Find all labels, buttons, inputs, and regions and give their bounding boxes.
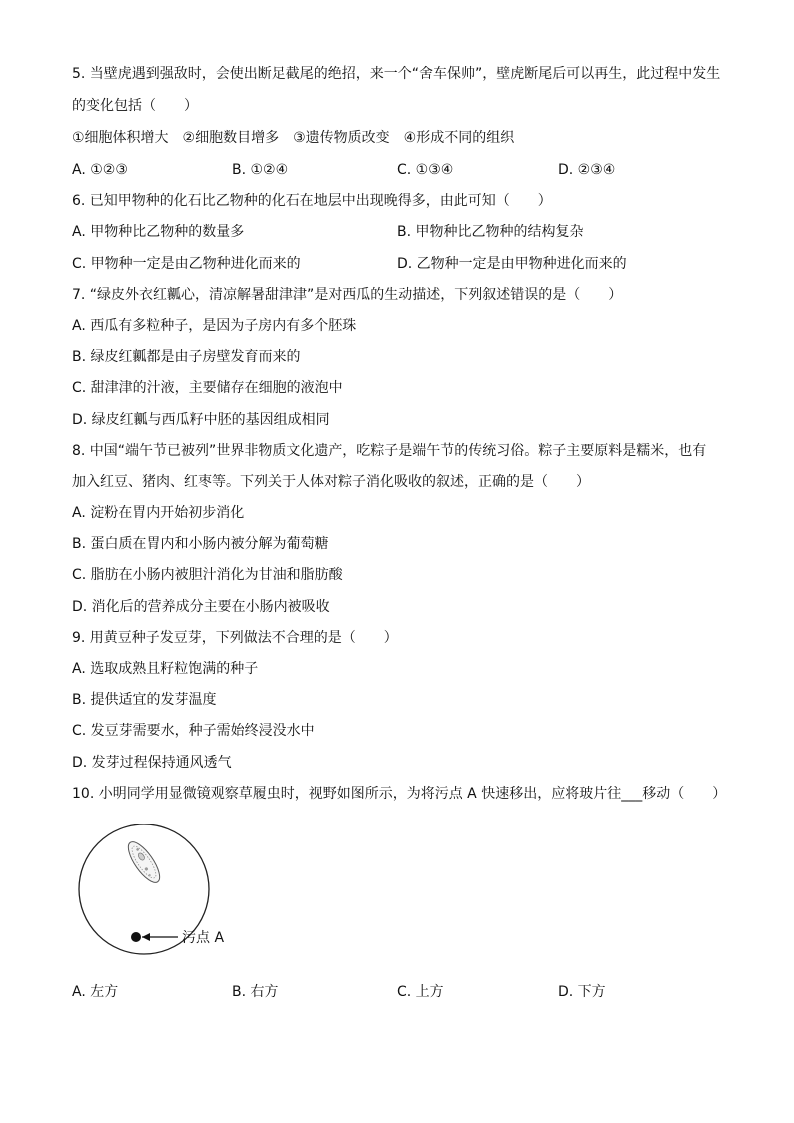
q10-stem: 10. 小明同学用显微镜观察草履虫时，视野如图所示，为将污点 A 快速移出，应将玻片往___移动（ ） bbox=[72, 786, 727, 802]
q8-option-d: D. 消化后的营养成分主要在小肠内被吸收 bbox=[72, 599, 330, 615]
q9-option-d: D. 发芽过程保持通风透气 bbox=[72, 755, 232, 771]
q6-option-a: A. 甲物种比乙物种的数量多 bbox=[72, 224, 245, 240]
q9-option-a: A. 选取成熟且籽粒饱满的种子 bbox=[72, 661, 259, 677]
q6-option-c: C. 甲物种一定是由乙物种进化而来的 bbox=[72, 256, 301, 272]
q5-option-b: B. ①②④ bbox=[232, 162, 289, 178]
q7-option-b: B. 绿皮红瓤都是由子房壁发育而来的 bbox=[72, 349, 301, 365]
microscope-field-figure bbox=[74, 824, 254, 968]
q8-option-c: C. 脂肪在小肠内被胆汁消化为甘油和脂肪酸 bbox=[72, 567, 343, 583]
q8-stem-line1: 8. 中国“端午节已被列”世界非物质文化遗产，吃粽子是端午节的传统习俗。粽子主要原料是糯米，也有 bbox=[72, 443, 707, 459]
q8-stem-line2: 加入红豆、猪肉、红枣等。下列关于人体对粽子消化吸收的叙述，正确的是（ ） bbox=[72, 474, 590, 490]
q6-stem: 6. 已知甲物种的化石比乙物种的化石在地层中出现晚得多，由此可知（ ） bbox=[72, 193, 552, 209]
q10-option-a: A. 左方 bbox=[72, 984, 119, 1000]
q5-stem-line2: 的变化包括（ ） bbox=[72, 98, 198, 114]
q9-stem: 9. 用黄豆种子发豆芽，下列做法不合理的是（ ） bbox=[72, 630, 398, 646]
q5-stem-line1: 5. 当壁虎遇到强敌时，会使出断足截尾的绝招，来一个“舍车保帅”，壁虎断尾后可以再生，此过程中发生 bbox=[72, 66, 721, 82]
q5-option-a: A. ①②③ bbox=[72, 162, 128, 178]
q9-option-b: B. 提供适宜的发芽温度 bbox=[72, 692, 217, 708]
q5-items: ①细胞体积增大 ②细胞数目增多 ③遗传物质改变 ④形成不同的组织 bbox=[72, 130, 515, 146]
pointer-arrowhead bbox=[142, 933, 150, 941]
q5-option-c: C. ①③④ bbox=[397, 162, 454, 178]
paramecium-icon bbox=[123, 837, 165, 887]
q7-stem: 7. “绿皮外衣红瓤心，清凉解暑甜津津”是对西瓜的生动描述，下列叙述错误的是（ ） bbox=[72, 287, 623, 303]
q8-option-b: B. 蛋白质在胃内和小肠内被分解为葡萄糖 bbox=[72, 536, 329, 552]
dirt-spot-a bbox=[131, 932, 141, 942]
q5-option-d: D. ②③④ bbox=[558, 162, 616, 178]
q7-option-a: A. 西瓜有多粒种子，是因为子房内有多个胚珠 bbox=[72, 318, 357, 334]
q7-option-d: D. 绿皮红瓤与西瓜籽中胚的基因组成相同 bbox=[72, 412, 330, 428]
q6-option-b: B. 甲物种比乙物种的结构复杂 bbox=[397, 224, 584, 240]
q6-option-d: D. 乙物种一定是由甲物种进化而来的 bbox=[397, 256, 627, 272]
q8-option-a: A. 淀粉在胃内开始初步消化 bbox=[72, 505, 245, 521]
q10-option-c: C. 上方 bbox=[397, 984, 444, 1000]
q7-option-c: C. 甜津津的汁液，主要储存在细胞的液泡中 bbox=[72, 380, 343, 396]
q10-option-b: B. 右方 bbox=[232, 984, 279, 1000]
q10-option-d: D. 下方 bbox=[558, 984, 606, 1000]
figure-label-dirt-spot: 污点 A bbox=[182, 930, 225, 946]
q9-option-c: C. 发豆芽需要水，种子需始终浸没水中 bbox=[72, 723, 315, 739]
microscope-field-svg bbox=[74, 824, 254, 964]
